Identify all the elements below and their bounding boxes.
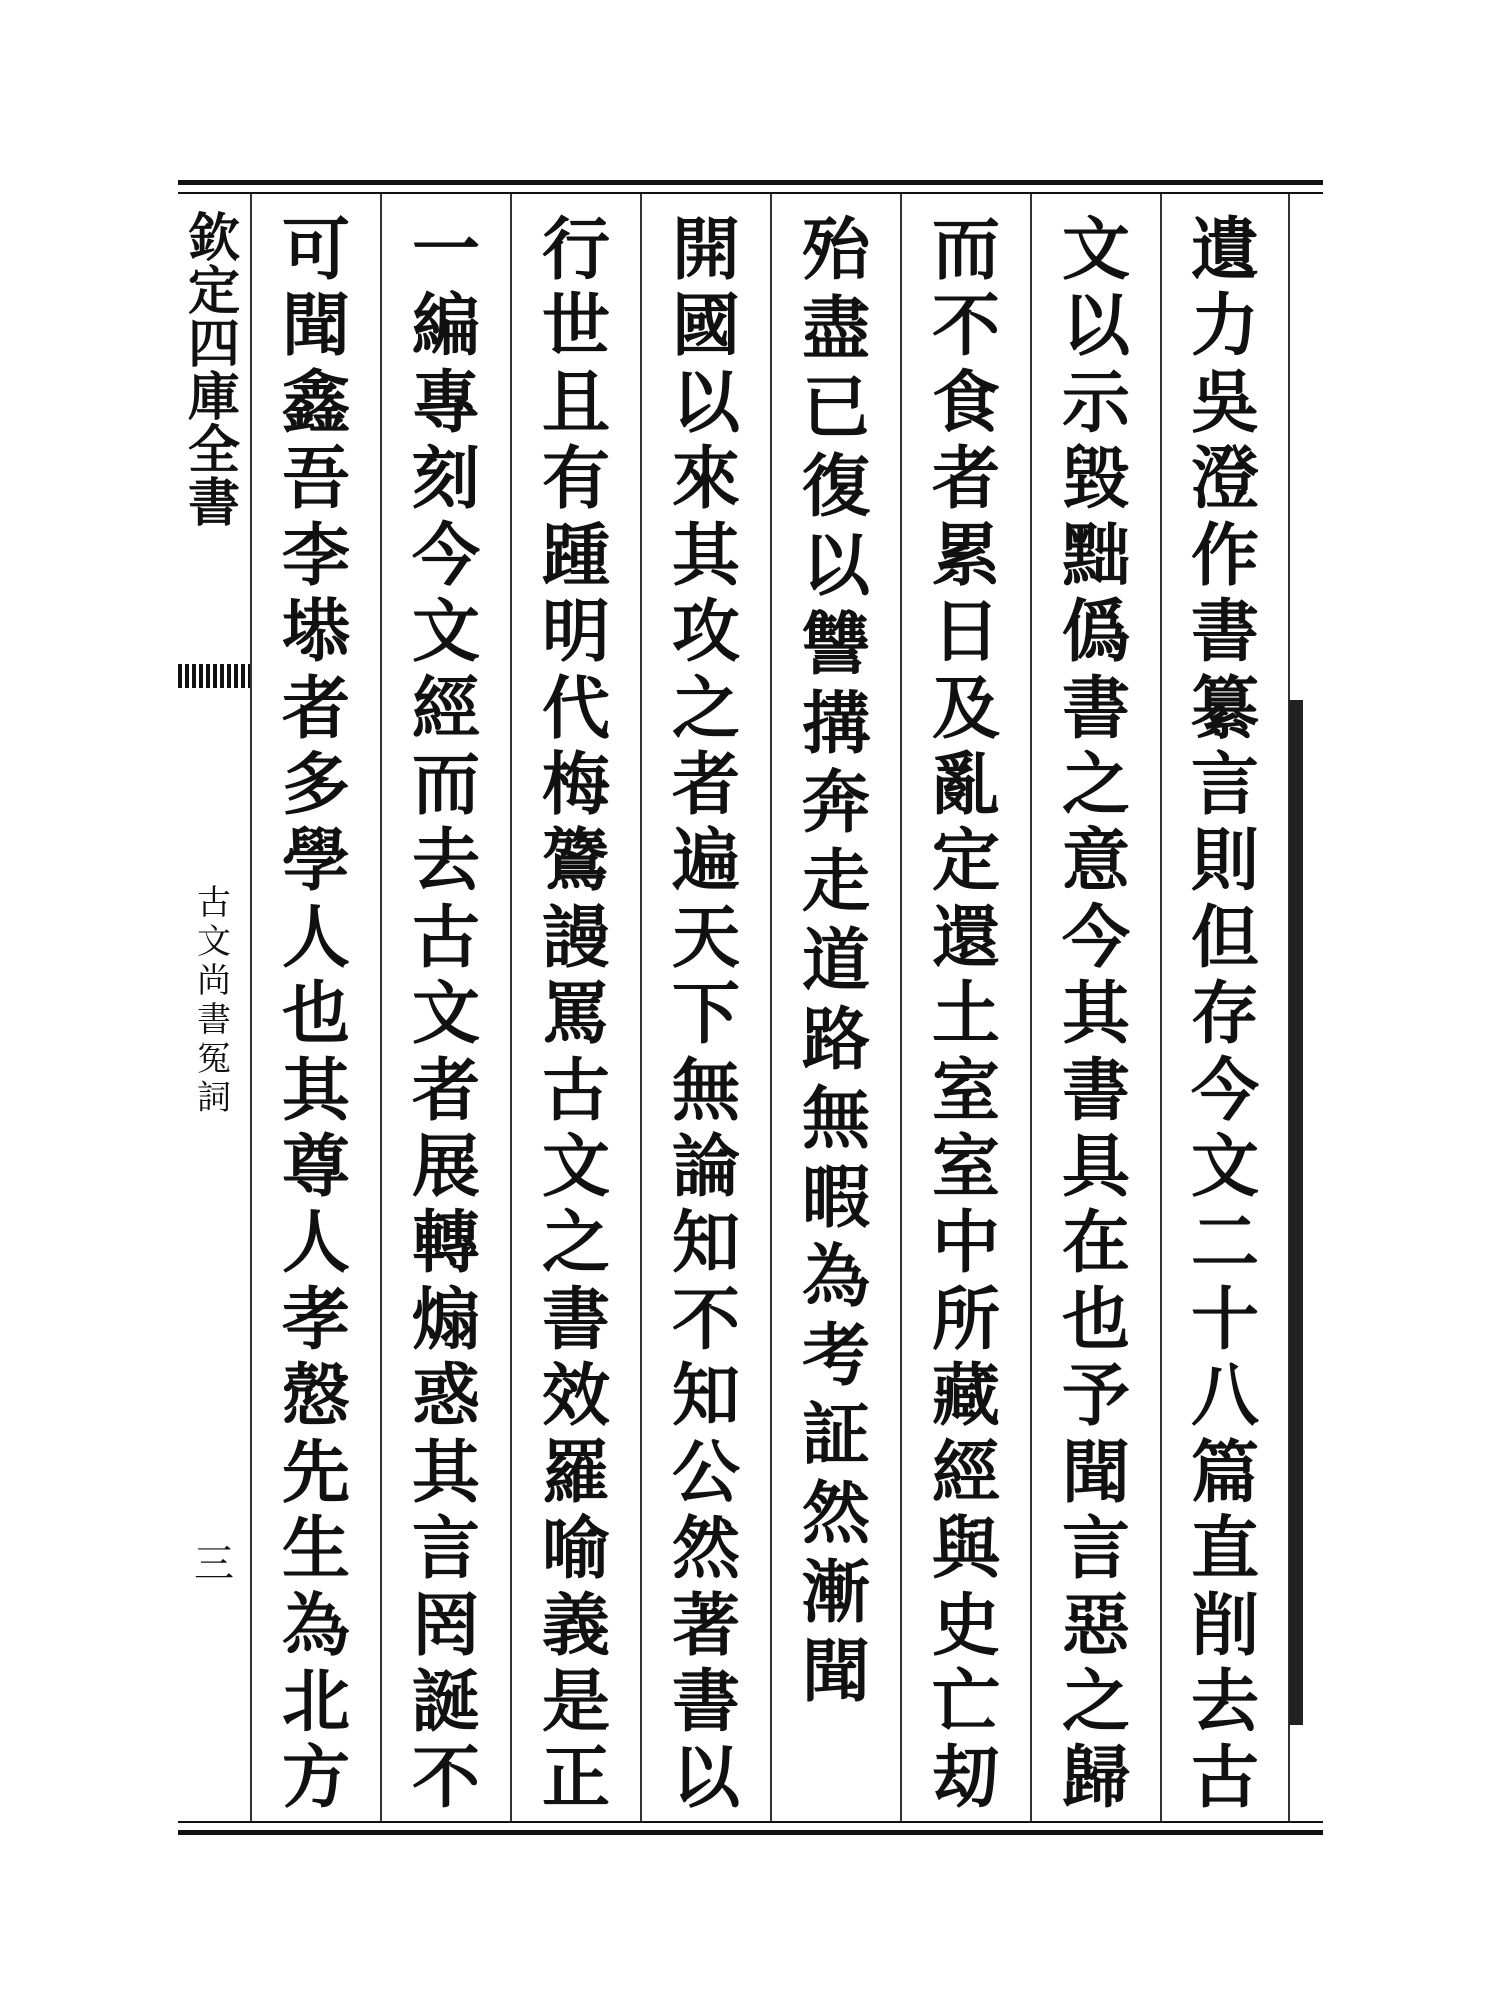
- glyph: 土: [931, 974, 1000, 1055]
- glyph: 作: [1190, 515, 1259, 596]
- glyph: 踵: [541, 515, 610, 596]
- glyph: 知: [671, 1356, 740, 1437]
- glyph: 書: [197, 1000, 231, 1041]
- glyph: 其: [1061, 974, 1130, 1055]
- glyph: 人: [281, 897, 350, 978]
- glyph: 而: [931, 210, 1000, 290]
- glyph: 聞: [1061, 1432, 1130, 1513]
- glyph: 人: [281, 1203, 350, 1284]
- glyph: 之: [1061, 744, 1130, 825]
- glyph: 以: [801, 526, 870, 606]
- glyph: 今: [1061, 897, 1130, 978]
- glyph: 為: [801, 1237, 870, 1317]
- glyph: 惑: [411, 1356, 480, 1437]
- glyph: 可: [281, 210, 350, 290]
- glyph: 日: [931, 592, 1000, 673]
- glyph: 也: [281, 974, 350, 1055]
- glyph: 亡: [931, 1662, 1000, 1743]
- text-column-8: [250, 194, 380, 1821]
- glyph: 去: [411, 821, 480, 902]
- glyph: 道: [801, 921, 870, 1001]
- bottom-border-rule: [178, 1821, 1323, 1835]
- glyph: 累: [931, 515, 1000, 596]
- glyph: 書: [671, 1662, 740, 1743]
- text-column-4: [770, 194, 900, 1821]
- glyph: 讐: [801, 605, 870, 685]
- glyph: 者: [931, 439, 1000, 520]
- glyph: 書: [1061, 668, 1130, 749]
- glyph: 言: [411, 1509, 480, 1590]
- glyph: 篇: [1190, 1432, 1259, 1513]
- glyph: 經: [411, 668, 480, 749]
- glyph: 與: [931, 1509, 1000, 1590]
- glyph: 文: [1190, 1127, 1259, 1208]
- glyph: 還: [931, 897, 1000, 978]
- glyph: 定: [931, 821, 1000, 902]
- glyph: 書: [1190, 592, 1259, 673]
- glyph: 塨: [281, 592, 350, 673]
- glyph: 其: [281, 1050, 350, 1131]
- top-border-rule: [178, 180, 1323, 194]
- glyph: 鷟: [541, 821, 610, 902]
- glyph: 在: [1061, 1203, 1130, 1284]
- glyph: 生: [281, 1509, 350, 1590]
- glyph: 著: [671, 1585, 740, 1666]
- glyph: 具: [1061, 1127, 1130, 1208]
- glyph: 其: [411, 1432, 480, 1513]
- margin-column: [178, 194, 252, 1821]
- glyph: 亂: [931, 744, 1000, 825]
- glyph: 方: [281, 1738, 350, 1819]
- glyph: 以: [1061, 286, 1130, 367]
- book-title: [178, 208, 250, 535]
- glyph: 尚: [197, 961, 231, 1002]
- glyph: 有: [541, 439, 610, 520]
- glyph: 梅: [541, 744, 610, 825]
- page-frame: [178, 180, 1323, 1835]
- glyph: 澄: [1190, 439, 1259, 520]
- glyph: 知: [671, 1203, 740, 1284]
- glyph: 代: [541, 668, 610, 749]
- glyph: 走: [801, 842, 870, 922]
- glyph: 但: [1190, 897, 1259, 978]
- text-column-5: [640, 194, 770, 1821]
- glyph: 路: [801, 1000, 870, 1080]
- glyph: 古: [197, 883, 231, 923]
- glyph: 行: [541, 210, 610, 290]
- glyph: 盡: [801, 289, 870, 369]
- glyph: 公: [671, 1432, 740, 1513]
- glyph: 開: [671, 210, 740, 290]
- glyph: 之: [541, 1203, 610, 1284]
- glyph: 攻: [671, 592, 740, 673]
- glyph: 中: [931, 1203, 1000, 1284]
- glyph: 明: [541, 592, 610, 673]
- glyph: 無: [671, 1050, 740, 1131]
- glyph: 是: [541, 1662, 610, 1743]
- glyph: 去: [1190, 1662, 1259, 1743]
- glyph: 搆: [801, 684, 870, 764]
- glyph: 毀: [1061, 439, 1130, 520]
- glyph: 書: [187, 473, 240, 535]
- glyph: 鑫: [281, 362, 350, 443]
- glyph: 室: [931, 1050, 1000, 1131]
- glyph: 為: [281, 1585, 350, 1666]
- glyph: 十: [1190, 1279, 1259, 1360]
- glyph: 下: [671, 974, 740, 1055]
- glyph: 言: [1190, 744, 1259, 825]
- glyph: 暇: [801, 1158, 870, 1238]
- glyph: 証: [801, 1395, 870, 1475]
- glyph: 以: [671, 362, 740, 443]
- glyph: 室: [931, 1127, 1000, 1208]
- glyph: 其: [671, 515, 740, 596]
- glyph: 黜: [1061, 515, 1130, 596]
- glyph: 今: [411, 515, 480, 596]
- glyph: 冤: [197, 1039, 231, 1080]
- glyph: 詞: [197, 1078, 231, 1119]
- glyph: 而: [411, 744, 480, 825]
- glyph: 效: [541, 1356, 610, 1437]
- glyph: 慤: [281, 1356, 350, 1437]
- glyph: 古: [411, 897, 480, 978]
- glyph: 且: [541, 362, 610, 443]
- glyph: 書: [1061, 1050, 1130, 1131]
- glyph: 直: [1190, 1509, 1259, 1590]
- right-edge-bar: [1289, 700, 1303, 1725]
- glyph: 纂: [1190, 668, 1259, 749]
- glyph: 刻: [411, 439, 480, 520]
- glyph: 聞: [801, 1632, 870, 1712]
- glyph: 然: [671, 1509, 740, 1590]
- text-column-6: [510, 194, 640, 1821]
- glyph: 惡: [1061, 1585, 1130, 1666]
- glyph: 今: [1190, 1050, 1259, 1131]
- glyph: 義: [541, 1585, 610, 1666]
- glyph: 文: [197, 922, 231, 963]
- glyph: 罵: [541, 974, 610, 1055]
- glyph: 史: [931, 1585, 1000, 1666]
- text-column-7: [380, 194, 510, 1821]
- glyph: 北: [281, 1662, 350, 1743]
- glyph: 之: [671, 668, 740, 749]
- glyph: 天: [671, 897, 740, 978]
- glyph: 漸: [801, 1553, 870, 1633]
- glyph: 書: [541, 1279, 610, 1360]
- glyph: 多: [281, 744, 350, 825]
- glyph: 全: [187, 420, 240, 482]
- glyph: 已: [801, 368, 870, 448]
- glyph: 吾: [281, 439, 350, 520]
- section-title: [178, 884, 250, 1119]
- glyph: 古: [541, 1050, 610, 1131]
- glyph: 刧: [931, 1738, 1000, 1819]
- glyph: 者: [281, 668, 350, 749]
- glyph: 二: [1190, 1203, 1259, 1284]
- glyph: 藏: [931, 1356, 1000, 1437]
- glyph: 意: [1061, 821, 1130, 902]
- glyph: 羅: [541, 1432, 610, 1513]
- glyph: 展: [411, 1127, 480, 1208]
- glyph: 遺: [1190, 210, 1259, 290]
- glyph: 不: [931, 286, 1000, 367]
- text-column-2: [1030, 194, 1160, 1821]
- glyph: 食: [931, 362, 1000, 443]
- glyph: 一: [411, 210, 480, 290]
- glyph: 專: [411, 362, 480, 443]
- glyph: 也: [1061, 1279, 1130, 1360]
- glyph: 編: [411, 286, 480, 367]
- glyph: 言: [1061, 1509, 1130, 1590]
- glyph: 聞: [281, 286, 350, 367]
- glyph: 存: [1190, 974, 1259, 1055]
- glyph: 文: [1061, 210, 1130, 290]
- glyph: 之: [1061, 1662, 1130, 1743]
- glyph: 殆: [801, 210, 870, 290]
- glyph: 所: [931, 1279, 1000, 1360]
- glyph: 無: [801, 1079, 870, 1159]
- glyph: 遍: [671, 821, 740, 902]
- glyph: 則: [1190, 821, 1259, 902]
- glyph: 三: [194, 1541, 234, 1587]
- glyph: 者: [671, 744, 740, 825]
- glyph: 尊: [281, 1127, 350, 1208]
- fishtail-divider: [178, 664, 250, 688]
- glyph: 先: [281, 1432, 350, 1513]
- glyph: 罔: [411, 1585, 480, 1666]
- glyph: 轉: [411, 1203, 480, 1284]
- glyph: 奔: [801, 763, 870, 843]
- glyph: 謾: [541, 897, 610, 978]
- glyph: 歸: [1061, 1738, 1130, 1819]
- glyph: 文: [411, 974, 480, 1055]
- glyph: 復: [801, 447, 870, 527]
- glyph: 欽: [187, 208, 240, 269]
- glyph: 吳: [1190, 362, 1259, 443]
- glyph: 示: [1061, 362, 1130, 443]
- glyph: 力: [1190, 286, 1259, 367]
- glyph: 誕: [411, 1662, 480, 1743]
- glyph: 世: [541, 286, 610, 367]
- glyph: 學: [281, 821, 350, 902]
- glyph: 不: [411, 1738, 480, 1819]
- glyph: 孝: [281, 1279, 350, 1360]
- glyph: 定: [187, 261, 240, 323]
- glyph: 然: [801, 1474, 870, 1554]
- glyph: 來: [671, 439, 740, 520]
- glyph: 予: [1061, 1356, 1130, 1437]
- glyph: 不: [671, 1279, 740, 1360]
- glyph: 者: [411, 1050, 480, 1131]
- glyph: 及: [931, 668, 1000, 749]
- glyph: 煽: [411, 1279, 480, 1360]
- text-columns: [250, 194, 1290, 1821]
- text-column-1: [1160, 194, 1290, 1821]
- glyph: 文: [411, 592, 480, 673]
- glyph: 四: [187, 314, 240, 376]
- glyph: 文: [541, 1127, 610, 1208]
- glyph: 僞: [1061, 592, 1130, 673]
- page-number: [178, 1532, 250, 1589]
- glyph: 古: [1190, 1738, 1259, 1819]
- glyph: 正: [541, 1738, 610, 1819]
- glyph: 考: [801, 1316, 870, 1396]
- glyph: 庫: [187, 367, 240, 429]
- glyph: 經: [931, 1432, 1000, 1513]
- glyph: 以: [671, 1738, 740, 1819]
- glyph: 喻: [541, 1509, 610, 1590]
- text-column-3: [900, 194, 1030, 1821]
- glyph: 論: [671, 1127, 740, 1208]
- glyph: 國: [671, 286, 740, 367]
- glyph: 八: [1190, 1356, 1259, 1437]
- glyph: 李: [281, 515, 350, 596]
- glyph: 削: [1190, 1585, 1259, 1666]
